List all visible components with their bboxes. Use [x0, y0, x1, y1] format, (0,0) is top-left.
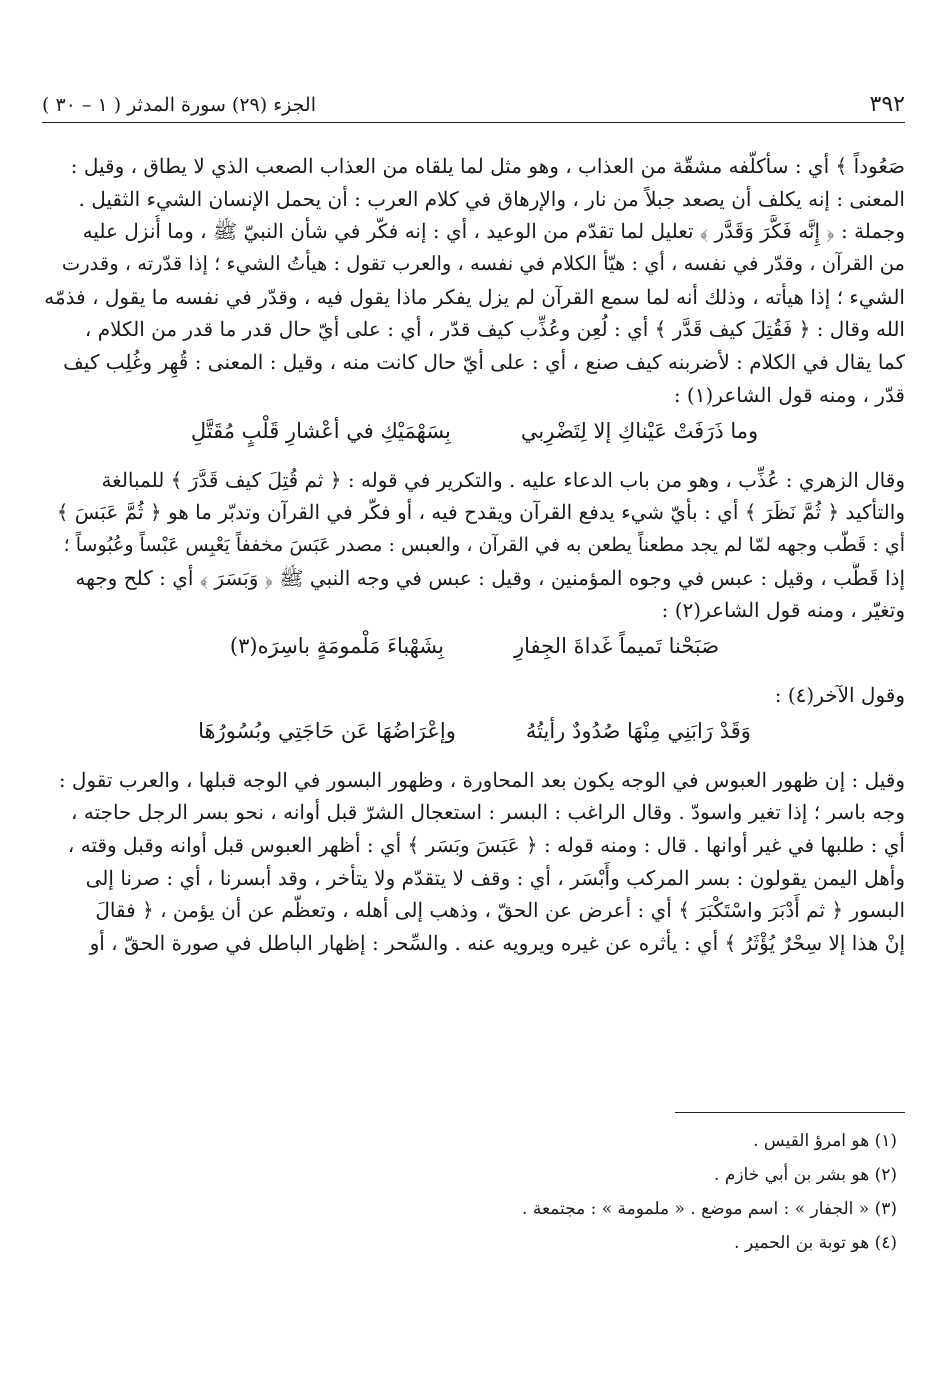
verse-second-hemistich: وإعْرَاضُهَا عَن حَاجَتِي وبُسُورُهَا	[198, 718, 456, 743]
text-line: وجملة : ﴿ إِنَّه فَكَّرَ وَقَدَّر ﴾ تعليل لما تقدّم من الوعيد ، أي : إنه فكّر في شأن النبيّ ﷺ ، وما أُنزل عليه	[82, 219, 905, 244]
text-line: البسور ﴿ ثم أَدْبَرَ واسْتَكْبَرَ ﴾ أي : أعرض عن الحقّ ، وذهب إلى أهله ، وتعظّم عن أن يؤمن ، ﴿ فقالَ	[95, 898, 905, 923]
text-line: من القرآن ، وقدّر في نفسه ، أي : هيّأ الكلام في نفسه ، والعرب تقول : هيأتُ الشيء ؛ إذا قدّرته ، وقدرت	[61, 252, 905, 276]
verse-first-hemistich: وَقَدْ رَابَنِي مِنْهَا صُدُودٌ رأيتُهُ	[525, 718, 751, 743]
verse-first-hemistich: وما ذَرَفَتْ عَيْناكِ إلا لِتَضْرِبي	[520, 418, 759, 443]
poem-verse	[44, 412, 905, 464]
footnote: (٢) هو بشر بن أبي خازم .	[714, 1165, 897, 1185]
text-line: وأهل اليمن يقولون : بسر المركب وأَبْسَر ، أي : وقف لا يتقدّم ولا يتأخر ، وقد أبسرنا ، أي : صرنا إلى	[85, 865, 905, 890]
text-line: إذا قَطَّب ، وقيل : عبس في وجوه المؤمنين ، وقيل : عبس في وجه النبي ﷺ ﴿ وَبَسَرَ ﴾ أي : كلح وجهه	[75, 565, 905, 590]
page-number: ٣٩٢	[869, 92, 905, 117]
verse-second-hemistich: بِشَهْباءَ مَلْمومَةٍ باسِرَه(٣)	[229, 633, 444, 658]
text-line: وقال الزهري : عُذِّب ، وهو من باب الدعاء عليه . والتكرير في قوله : ﴿ ثم قُتِلَ كيف قَدَّرَ ﴾ للمبالغة	[101, 467, 905, 492]
footnote-divider	[675, 1112, 905, 1113]
text-line: صَعُوداً ﴾ أي : سأكلّفه مشقّة من العذاب ، وهو مثل لما يلقاه من العذاب الصعب الذي لا يطاق ، وقيل :	[70, 154, 905, 178]
footnote: (٤) هو توبة بن الحمير .	[734, 1233, 897, 1253]
poem-verse	[44, 627, 905, 679]
page-header	[42, 92, 905, 123]
verse-first-hemistich: صَبَحْنا تَميماً غَداةَ الجِفارِ	[513, 633, 720, 658]
text-line: المعنى : إنه يكلف أن يصعد جبلاً من نار ، والإرهاق في كلام العرب : أن يحمل الإنسان الشيء الثقيل .	[78, 186, 905, 211]
text-line: وقيل : إن ظهور العبوس في الوجه يكون بعد المحاورة ، وظهور البسور في الوجه قبلها ، والعرب تقول :	[58, 767, 905, 792]
footnote: (١) هو امرؤ القيس .	[753, 1131, 897, 1151]
poem-verse	[44, 712, 905, 764]
verse-second-hemistich: بِسَهْمَيْكِ في أعْشارِ قَلْبٍ مُقَتَّلِ	[190, 418, 451, 443]
page-body	[44, 150, 905, 960]
footnotes	[44, 1124, 897, 1260]
text-line: قدّر ، ومنه قول الشاعر(١) :	[673, 382, 905, 407]
text-line: الله وقال : ﴿ فَقُتِلَ كيف قَدَّر ﴾ أي : لُعِن وعُذِّب كيف قدّر ، أي : على أيّ حال قدر ما قدر من الكلام ،	[84, 317, 905, 342]
text-line: كما يقال في الكلام : لأضربنه كيف صنع ، أي : على أيّ حال كانت منه ، وقيل : المعنى : قُهِر وغُلِب كيف	[63, 350, 905, 375]
text-line: أي : طلبها في غير أوانها . قال : ومنه قوله : ﴿ عَبَسَ وبَسَر ﴾ أي : أظهر العبوس قبل أوانه وقبل وقته ،	[67, 833, 905, 857]
text-line: الشيء ؛ إذا هيأته ، وذلك أنه لما سمع القرآن لم يزل يفكر ماذا يقول فيه ، وقدّر في نفسه ما يقول ، فذمّه	[44, 284, 905, 309]
text-line: والتأكيد ﴿ ثُمَّ نَظَرَ ﴾ أي : بأيّ شيء يدفع القرآن ويقدح فيه ، أو فكّر في القرآن وتدبّر ما هو ﴿ ثُمَّ عَبَسَ ﴾	[56, 500, 905, 525]
text-line: وقول الآخر(٤) :	[774, 682, 905, 707]
running-title: الجزء (٢٩) سورة المدثر ( ١ – ٣٠ )	[42, 94, 316, 116]
text-line: إنْ هذا إلا سِحْرٌ يُؤْثَرُ ﴾ أي : يأثره عن غيره ويرويه عنه . والسِّحر : إظهار الباطل في صورة الحقّ ، أو	[89, 931, 905, 956]
text-line: وتغيّر ، ومنه قول الشاعر(٢) :	[661, 598, 905, 623]
footnote: (٣) « الجفار » : اسم موضع . « ملمومة » : مجتمعة .	[522, 1199, 897, 1219]
text-line: أي : قَطّب وجهه لمّا لم يجد مطعناً يطعن به في القرآن ، والعبس : مصدر عَبَسَ مخففاً يَعْبِس عَبْساً وعُبُوساً ؛	[63, 533, 905, 556]
text-line: وجه باسر ؛ إذا تغير واسودّ . وقال الراغب : البسر : استعجال الشرّ قبل أوانه ، نحو بسر الرجل حاجته ،	[71, 800, 905, 825]
